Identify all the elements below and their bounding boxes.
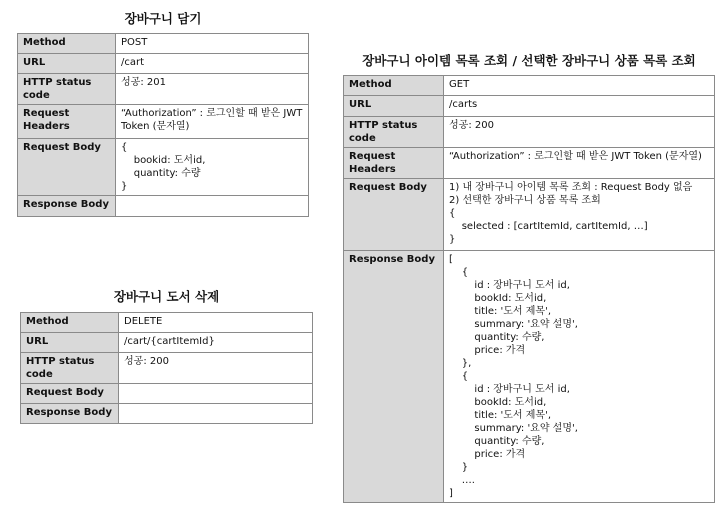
- request-headers-label: Request Headers: [344, 148, 444, 179]
- status-code-label: HTTP status code: [18, 74, 116, 105]
- table-row: [21, 404, 313, 424]
- status-code-value: 성공: 200: [444, 117, 715, 148]
- url-value: /carts: [444, 96, 715, 117]
- cart-delete-api-table: [20, 312, 313, 424]
- response-body-value: [ { id : 장바구니 도서 id, bookId: 도서id, title: '도서 제목', summary: '요약 설명', quantity: 수량, price: 가격 }, { id : 장바구니 도서 id, bookId: 도서id, title: '도서 제목', summary: '요약 설명', quantity: 수량, price: 가격 } …. ]: [444, 251, 715, 503]
- cart-list-api-table: [343, 75, 715, 503]
- request-body-label: Request Body: [18, 139, 116, 196]
- table-row: [344, 148, 715, 179]
- method-label: Method: [344, 76, 444, 96]
- table-row: [21, 333, 313, 353]
- response-body-value: [119, 404, 313, 424]
- table-row: [18, 196, 309, 217]
- table-row: [18, 34, 309, 54]
- response-body-value: [116, 196, 309, 217]
- request-body-label: Request Body: [21, 384, 119, 404]
- status-code-value: 성공: 200: [119, 353, 313, 384]
- url-value: /cart/{cartItemId}: [119, 333, 313, 353]
- response-body-label: Response Body: [18, 196, 116, 217]
- request-body-label: Request Body: [344, 179, 444, 251]
- table-row: [18, 105, 309, 139]
- method-label: Method: [18, 34, 116, 54]
- table-row: [21, 313, 313, 333]
- cart-add-title: 장바구니 담기: [124, 11, 202, 26]
- method-label: Method: [21, 313, 119, 333]
- cart-list-title: 장바구니 아이템 목록 조회 / 선택한 장바구니 상품 목록 조회: [362, 53, 696, 68]
- table-row: [21, 384, 313, 404]
- table-row: [18, 74, 309, 105]
- cart-delete-title: 장바구니 도서 삭제: [113, 289, 220, 304]
- table-row: [18, 54, 309, 74]
- table-row: [21, 353, 313, 384]
- method-value: DELETE: [119, 313, 313, 333]
- request-headers-value: “Authorization” : 로그인할 때 받은 JWT Token (문자열): [444, 148, 715, 179]
- request-headers-value: “Authorization” : 로그인할 때 받은 JWT Token (문자열): [116, 105, 309, 139]
- cart-add-api-table: [17, 33, 309, 217]
- status-code-label: HTTP status code: [21, 353, 119, 384]
- url-label: URL: [18, 54, 116, 74]
- table-row: [344, 96, 715, 117]
- table-row: [344, 76, 715, 96]
- response-body-label: Response Body: [344, 251, 444, 503]
- request-body-value: [119, 384, 313, 404]
- status-code-value: 성공: 201: [116, 74, 309, 105]
- table-row: [18, 139, 309, 196]
- request-body-value: { bookid: 도서id, quantity: 수량 }: [116, 139, 309, 196]
- request-body-value: 1) 내 장바구니 아이템 목록 조회 : Request Body 없음 2) 선택한 장바구니 상품 목록 조회 { selected : [cartItemId, cartItemId, …] }: [444, 179, 715, 251]
- url-value: /cart: [116, 54, 309, 74]
- response-body-label: Response Body: [21, 404, 119, 424]
- table-row: [344, 251, 715, 503]
- url-label: URL: [344, 96, 444, 117]
- method-value: GET: [444, 76, 715, 96]
- table-row: [344, 179, 715, 251]
- request-headers-label: Request Headers: [18, 105, 116, 139]
- method-value: POST: [116, 34, 309, 54]
- table-row: [344, 117, 715, 148]
- url-label: URL: [21, 333, 119, 353]
- status-code-label: HTTP status code: [344, 117, 444, 148]
